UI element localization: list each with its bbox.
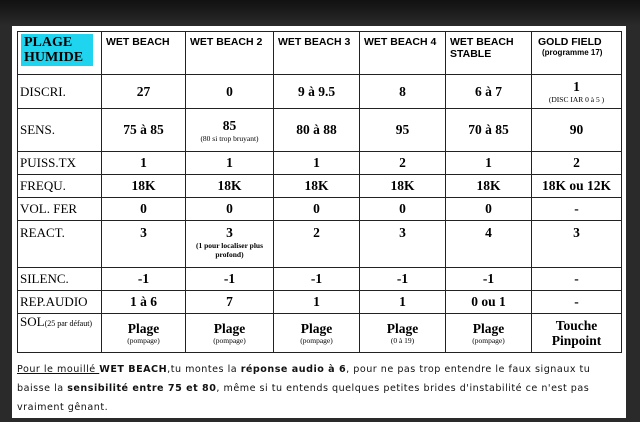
row-label: SOL(25 par défaut)	[18, 314, 102, 353]
column-subtitle: (programme 17)	[542, 48, 603, 57]
table-cell: 1	[186, 152, 274, 175]
row-label: REACT.	[18, 221, 102, 268]
cell-note: (0 à 19)	[390, 335, 415, 345]
table-cell: 3	[360, 221, 446, 268]
table-cell: 2	[532, 152, 622, 175]
table-cell: 0	[274, 198, 360, 221]
document-page	[12, 26, 626, 418]
table-cell: 6 à 7	[446, 75, 532, 109]
column-header: WET BEACH STABLE	[446, 32, 532, 75]
cell-note: (pompage)	[300, 335, 333, 345]
table-cell: 90	[532, 109, 622, 152]
caption-bold: WET BEACH	[99, 364, 168, 375]
cell-note: (pompage)	[213, 335, 246, 345]
table-cell: -1	[186, 268, 274, 291]
caption-text: Pour le mouillé	[17, 364, 100, 375]
table-cell: Plage (pompage)	[102, 314, 186, 353]
table-cell: 0	[186, 75, 274, 109]
caption-bold: sensibilité entre 75 et 80	[67, 383, 217, 394]
table-cell: 0	[446, 198, 532, 221]
table-cell: 4	[446, 221, 532, 268]
table-cell: 1	[446, 152, 532, 175]
table-cell: 7	[186, 291, 274, 314]
table-cell: 18K	[186, 175, 274, 198]
settings-table	[17, 31, 622, 353]
table-cell: 80 à 88	[274, 109, 360, 152]
table-row	[18, 291, 622, 314]
table-cell: 2	[360, 152, 446, 175]
table-cell: 18K	[360, 175, 446, 198]
table-cell: 1	[360, 291, 446, 314]
row-label: SILENC.	[18, 268, 102, 291]
table-cell: 70 à 85	[446, 109, 532, 152]
table-row	[18, 314, 622, 353]
table-cell: 3 (1 pour localiser plus profond)	[186, 221, 274, 268]
column-header: GOLD FIELD (programme 17)	[532, 32, 622, 75]
table-row	[18, 109, 622, 152]
cell-note: (pompage)	[127, 335, 160, 345]
table-row	[18, 221, 622, 268]
table-cell: Plage (pompage)	[446, 314, 532, 353]
table-cell: Plage (pompage)	[274, 314, 360, 353]
row-label: REP.AUDIO	[18, 291, 102, 314]
cell-note: (DISC IAR 0 à 5 )	[548, 95, 605, 104]
table-cell: -	[532, 198, 622, 221]
table-cell: 2	[274, 221, 360, 268]
table-cell: 1	[102, 152, 186, 175]
table-row	[18, 152, 622, 175]
column-header: WET BEACH 3	[274, 32, 360, 75]
caption-bold: réponse audio à 6	[240, 364, 347, 375]
table-cell: 1 à 6	[102, 291, 186, 314]
table-cell: -1	[102, 268, 186, 291]
column-header: WET BEACH 4	[360, 32, 446, 75]
cell-note: (1 pour localiser plus profond)	[195, 241, 264, 259]
row-label: SENS.	[18, 109, 102, 152]
table-cell: -1	[360, 268, 446, 291]
table-cell: Touche Pinpoint	[532, 314, 622, 353]
table-cell: 27	[102, 75, 186, 109]
table-cell: 8	[360, 75, 446, 109]
table-cell: 0 ou 1	[446, 291, 532, 314]
row-label: FREQU.	[18, 175, 102, 198]
caption-text: , pour ne pas trop entendre le faux signaux tu baisse la	[17, 364, 591, 394]
caption-text: ,tu montes la	[167, 364, 241, 375]
table-cell: 3	[532, 221, 622, 268]
table-cell: 85 (80 si trop bruyant)	[186, 109, 274, 152]
table-cell: 3	[102, 221, 186, 268]
cell-note: (pompage)	[472, 335, 505, 345]
row-label: VOL. FER	[18, 198, 102, 221]
table-cell: 18K	[274, 175, 360, 198]
table-cell: 95	[360, 109, 446, 152]
column-header: WET BEACH 2	[186, 32, 274, 75]
table-cell: -	[532, 268, 622, 291]
table-row	[18, 75, 622, 109]
table-cell: -	[532, 291, 622, 314]
table-cell: 0	[186, 198, 274, 221]
window-top-bar	[0, 0, 640, 26]
table-cell: 0	[360, 198, 446, 221]
caption-text: , même si tu entends quelques petites brides d'instabilité ce n'est pas vraiment gênant.	[17, 383, 590, 413]
corner-header	[18, 32, 102, 75]
table-cell: 18K ou 12K	[532, 175, 622, 198]
column-header: WET BEACH	[102, 32, 186, 75]
table-cell: 1	[274, 291, 360, 314]
table-cell: 1	[274, 152, 360, 175]
table-row	[18, 175, 622, 198]
table-cell: 1 (DISC IAR 0 à 5 )	[532, 75, 622, 109]
header-row	[18, 32, 622, 75]
table-row	[18, 198, 622, 221]
table-row	[18, 268, 622, 291]
table-cell: 18K	[446, 175, 532, 198]
corner-label: PLAGE HUMIDE	[21, 34, 93, 66]
table-cell: Plage (pompage)	[186, 314, 274, 353]
row-label: PUISS.TX	[18, 152, 102, 175]
table-cell: Plage (0 à 19)	[360, 314, 446, 353]
caption-paragraph	[17, 360, 621, 417]
table-cell: 18K	[102, 175, 186, 198]
table-cell: 9 à 9.5	[274, 75, 360, 109]
table-cell: 0	[102, 198, 186, 221]
table-cell: -1	[274, 268, 360, 291]
table-cell: 75 à 85	[102, 109, 186, 152]
cell-note: (80 si trop bruyant)	[200, 133, 259, 143]
row-label-note: (25 par défaut)	[44, 319, 93, 328]
table-cell: -1	[446, 268, 532, 291]
row-label: DISCRI.	[18, 75, 102, 109]
